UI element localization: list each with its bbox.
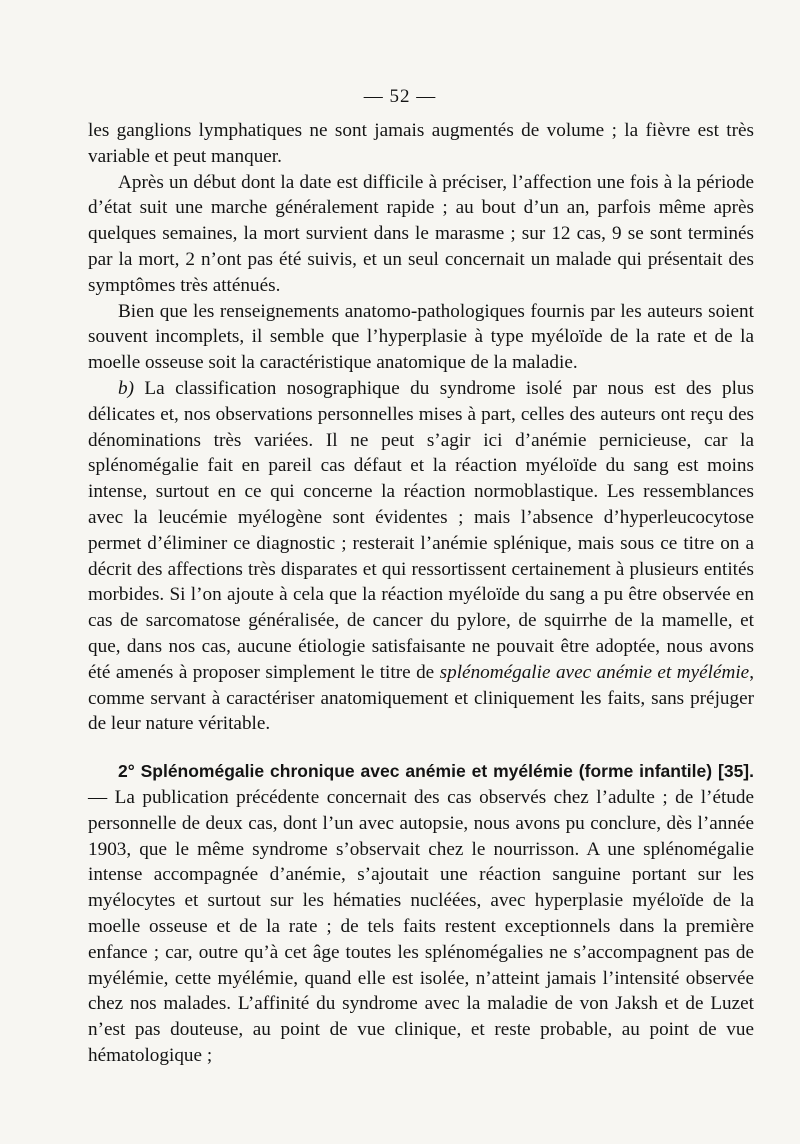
section-title: Splénomégalie chronique avec anémie et myélémie (forme infantile) [35].	[140, 761, 754, 782]
paragraph-text-after: , comme servant à caractériser anatomiquement et cliniquement les faits, sans préjuger de leur nature véritable.	[88, 661, 754, 735]
paragraph-infantile-form	[88, 759, 754, 1069]
page-body	[88, 118, 754, 1069]
page-number: — 52 —	[363, 86, 437, 107]
italic-title: splénomégalie avec anémie et myélémie	[439, 661, 750, 683]
section-number: 2°	[118, 761, 135, 782]
paragraph-label: b)	[118, 377, 134, 399]
paragraph-course: Après un début dont la date est difficile à préciser, l’affection une fois à la période d’état suit une marche généralement rapide ; au bout d’un an, parfois même après quelques semaines, la mort survient dans le marasme ; sur 12 cas, 9 se sont terminés par la mort, 2 n’ont pas été suivis, et un seul concernait un malade qui présentait des symptômes très atténués.	[88, 171, 754, 296]
paragraph-continuation: les ganglions lymphatiques ne sont jamais augmentés de volume ; la fièvre est très variable et peut manquer.	[88, 120, 754, 167]
paragraph-text: La publication précédente concernait des cas observés chez l’adulte ; de l’étude personnelle de deux cas, dont l’un avec autopsie, nous avons pu conclure, dès l’année 1903, que le même syndrome s’observait chez le nourrisson. A une splénomégalie intense accompagnée d’anémie, s’ajoutait une réaction sanguine portant sur les myélocytes et surtout sur les hématies nucléées, avec hyperplasie myéloïde de la moelle osseuse et de la rate ; de tels faits restent exceptionnels dans la première enfance ; car, outre qu’à cet âge toutes les splénomégalies ne s’accompagnent pas de myélémie, cette myélémie, quand elle est isolée, n’atteint jamais l’intensité observée chez nos malades. L’affinité du syndrome avec la maladie de von Jaksh et de Luzet n’est pas douteuse, au point de vue clinique, et reste probable, au point de vue hématologique ;	[88, 786, 754, 1066]
paragraph-classification	[88, 376, 754, 737]
section-dash: —	[88, 786, 108, 808]
paragraph-text-before: La classification nosographique du syndrome isolé par nous est des plus délicates et, nos observations personnelles mises à part, celles des auteurs ont reçu des dénominations très variées. Il ne peut s’agir ici d’anémie pernicieuse, car la splénomégalie fait en pareil cas défaut et la réaction myéloïde du sang est moins intense, surtout en ce qui concerne la réaction normoblastique. Les ressemblances avec la leucémie myélogène sont évidentes ; mais l’absence d’hyperleucocytose permet d’éliminer ce diagnostic ; resterait l’anémie splénique, mais sous ce titre on a décrit des affections très disparates et qui ressortissent certainement à plusieurs entités morbides. Si l’on ajoute à cela que la réaction myéloïde du sang a pu être observée en cas de sarcomatose généralisée, de cancer du pylore, de squirrhe de la mamelle, et que, dans nos cas, aucune étiologie satisfaisante ne pouvait être adoptée, nous avons été amenés à proposer simplement le titre de	[88, 377, 754, 683]
paragraph-anatomy: Bien que les renseignements anatomo-pathologiques fournis par les auteurs soient souvent incomplets, il semble que l’hyperplasie à type myéloïde de la rate et de la moelle osseuse soit la caractéristique anatomique de la maladie.	[88, 300, 754, 374]
